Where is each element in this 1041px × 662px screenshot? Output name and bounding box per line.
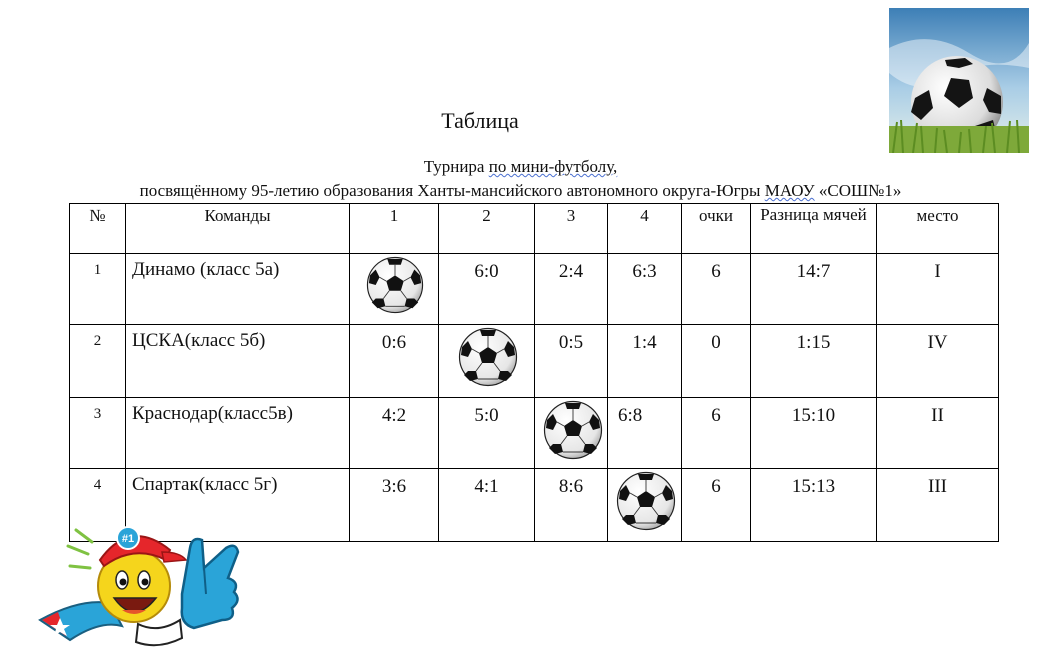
points-cell (682, 398, 751, 469)
score-cell (439, 254, 535, 325)
score-cell (350, 398, 439, 469)
points-cell (682, 254, 751, 325)
points-value: 6 (711, 261, 721, 282)
place-cell (877, 254, 999, 325)
score-value: 3:6 (381, 476, 407, 497)
header-game-1: 1 (350, 204, 439, 254)
cheer-lines-icon (68, 530, 92, 568)
team-name: Краснодар(класс5в) (132, 403, 293, 424)
score-cell (535, 469, 608, 542)
mascot-fan (30, 508, 250, 658)
score-cell (608, 398, 682, 469)
score-value: 0:5 (558, 332, 584, 353)
team-cell (126, 398, 350, 469)
subtitle-line-1 (0, 157, 1041, 177)
score-cell (535, 398, 608, 469)
soccer-ball-icon (543, 400, 603, 460)
score-cell (439, 325, 535, 398)
header-game-3: 3 (535, 204, 608, 254)
place-value: IV (927, 332, 948, 353)
place-cell (877, 469, 999, 542)
row-number: 3 (70, 398, 126, 469)
soccer-ball-icon (366, 256, 424, 314)
header-game-4: 4 (608, 204, 682, 254)
score-value: 6:8 (618, 405, 643, 426)
subtitle2-a: посвящённому 95-летию образования Ханты-мансийского автономного округа-Югры (139, 181, 765, 200)
diff-value: 15:10 (791, 405, 836, 426)
score-cell (439, 469, 535, 542)
score-cell (350, 469, 439, 542)
soccer-ball-icon (616, 471, 676, 531)
row-number: 1 (70, 254, 126, 325)
row-number: 2 (70, 325, 126, 398)
team-name: Спартак(класс 5г) (132, 474, 278, 495)
score-cell (608, 469, 682, 542)
score-cell (535, 325, 608, 398)
place-value: III (928, 476, 947, 497)
row-number: 4 (70, 469, 126, 542)
team-name: ЦСКА(класс 5б) (132, 330, 266, 351)
score-cell (535, 254, 608, 325)
score-value: 6:0 (474, 261, 499, 282)
subtitle2-underlined: МАОУ (764, 181, 815, 200)
diff-value: 1:15 (796, 332, 831, 353)
place-cell (877, 325, 999, 398)
points-cell (682, 469, 751, 542)
points-cell (682, 325, 751, 398)
diff-value: 14:7 (796, 261, 831, 282)
score-cell (439, 398, 535, 469)
diff-cell (751, 398, 877, 469)
team-cell (126, 254, 350, 325)
score-cell (350, 325, 439, 398)
place-value: II (931, 405, 944, 426)
header-place: место (877, 204, 999, 254)
place-cell (877, 398, 999, 469)
table-row (70, 325, 999, 398)
score-value: 4:1 (474, 476, 499, 497)
score-value: 6:3 (632, 261, 657, 282)
table-row (70, 398, 999, 469)
score-value: 8:6 (558, 476, 584, 497)
subtitle-line-2 (0, 181, 1041, 201)
subtitle-underlined: по мини-футболу, (488, 157, 618, 176)
place-value: I (934, 261, 941, 282)
diff-value: 15:13 (791, 476, 836, 497)
tournament-table (69, 203, 999, 542)
points-value: 0 (711, 332, 721, 353)
header-game-2: 2 (439, 204, 535, 254)
score-value: 4:2 (381, 405, 407, 426)
score-value: 0:6 (381, 332, 407, 353)
points-value: 6 (711, 405, 721, 426)
soccer-ball-icon (458, 327, 518, 387)
score-value: 2:4 (558, 261, 584, 282)
diff-cell (751, 325, 877, 398)
score-value: 1:4 (632, 332, 657, 353)
team-cell (126, 325, 350, 398)
diff-cell (751, 469, 877, 542)
team-name: Динамо (класс 5а) (132, 259, 280, 280)
soccer-photo (889, 8, 1029, 153)
table-header-row (70, 204, 999, 254)
header-number: № (70, 204, 126, 254)
score-cell (608, 325, 682, 398)
header-points: очки (682, 204, 751, 254)
page-title: Таблица (441, 108, 519, 133)
diff-cell (751, 254, 877, 325)
header-teams: Команды (126, 204, 350, 254)
subtitle2-b: «СОШ№1» (814, 181, 902, 200)
score-cell (608, 254, 682, 325)
table-row (70, 254, 999, 325)
score-cell (350, 254, 439, 325)
header-goal-diff: Разница мячей (751, 204, 877, 254)
points-value: 6 (711, 476, 721, 497)
subtitle-prefix: Турнира (423, 157, 489, 176)
score-value: 5:0 (474, 405, 499, 426)
cap-badge: #1 (121, 533, 135, 545)
